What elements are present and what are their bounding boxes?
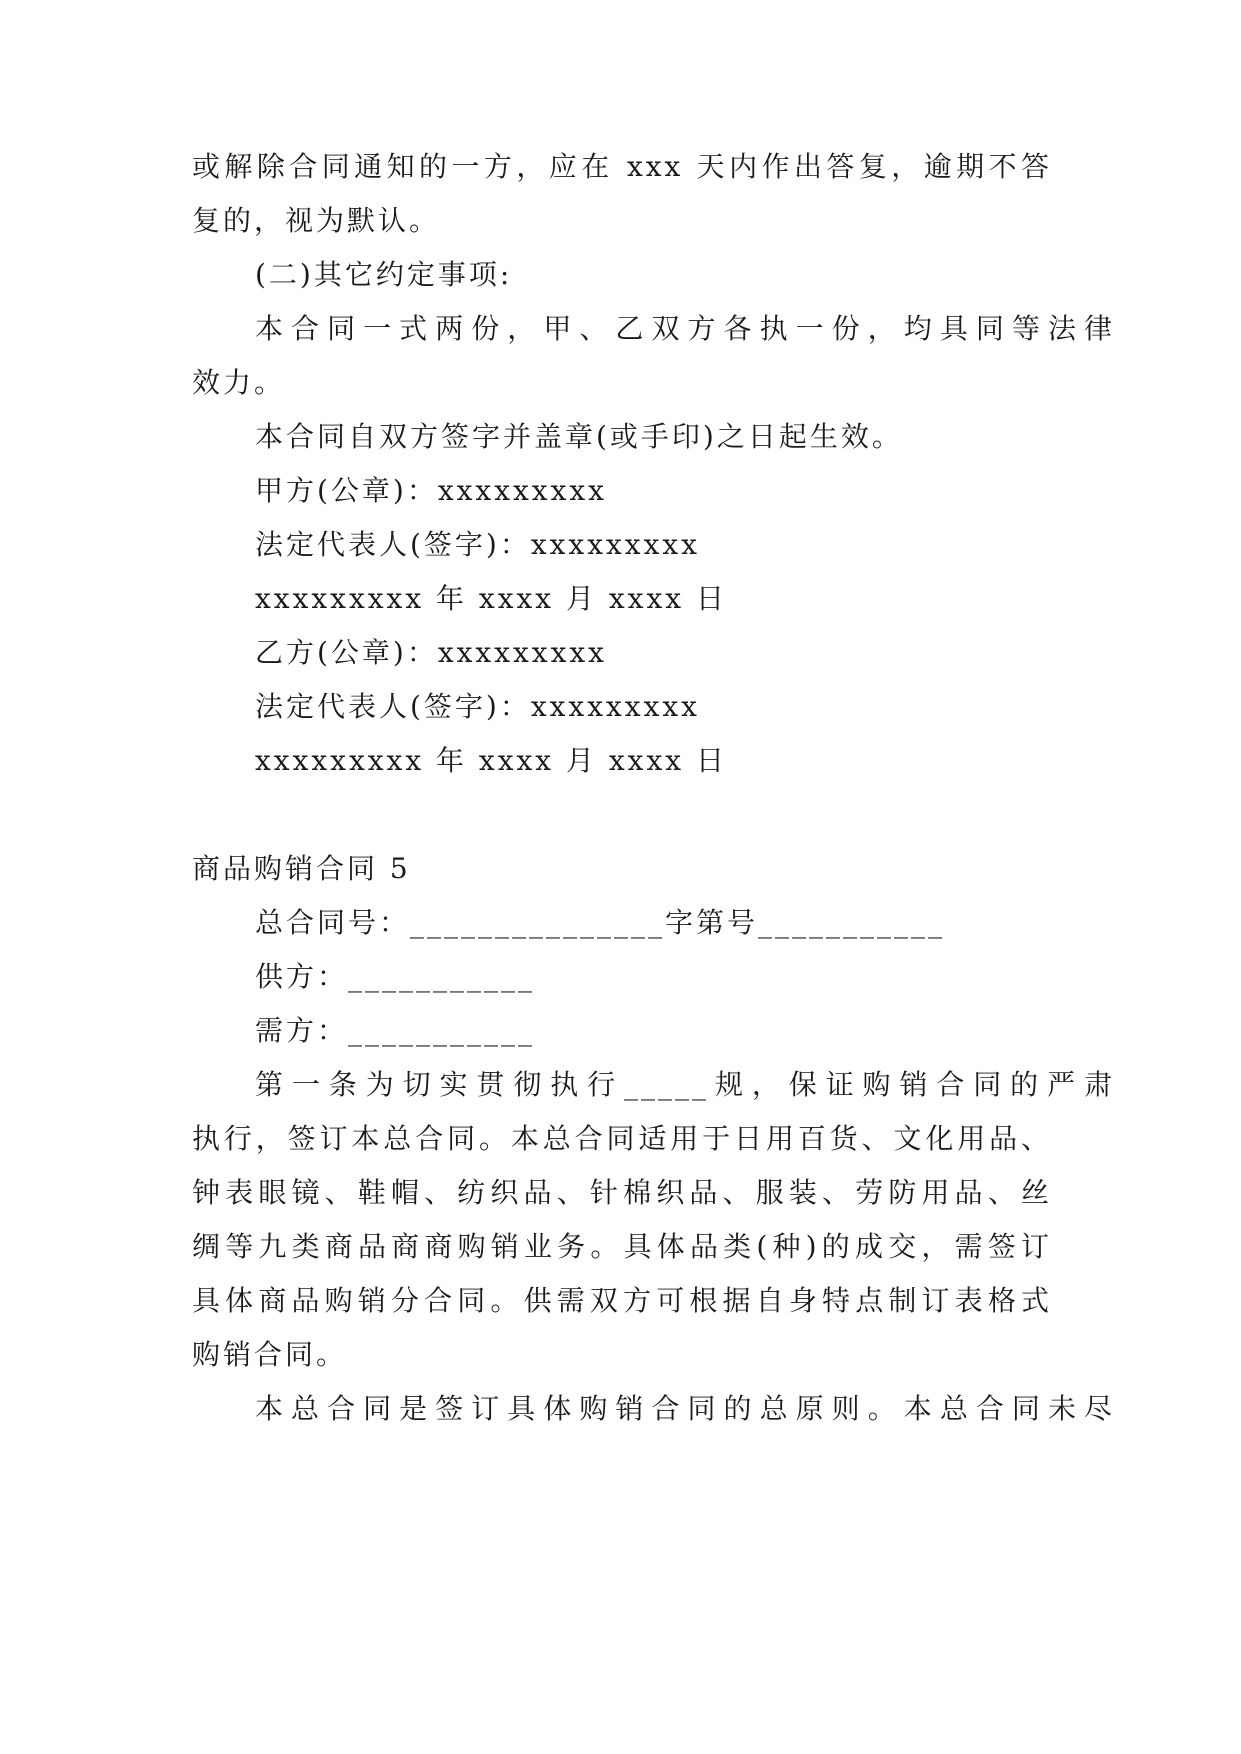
section-heading: (二)其它约定事项: <box>255 258 513 291</box>
buyer-line: 需方：___________ <box>255 1014 536 1047</box>
text-line: 绸等九类商品商商购销业务。具体品类(种)的成交，需签订 <box>192 1230 1052 1263</box>
text-line: 具体商品购销分合同。供需双方可根据自身特点制订表格式 <box>192 1284 1052 1317</box>
supplier-line: 供方：___________ <box>255 960 536 993</box>
party-a-seal: 甲方(公章)：xxxxxxxxx <box>255 474 607 507</box>
contract-number-line: 总合同号：_______________字第号___________ <box>255 906 946 939</box>
contract-title: 商品购销合同 5 <box>192 852 411 885</box>
text-line: 购销合同。 <box>192 1338 348 1371</box>
text-line: 复的，视为默认。 <box>192 204 441 237</box>
text-line: 第一条为切实贯彻执行_____规，保证购销合同的严肃 <box>255 1068 1115 1101</box>
text-line: 本合同自双方签字并盖章(或手印)之日起生效。 <box>255 420 903 453</box>
text-line: 本合同一式两份，甲、乙双方各执一份，均具同等法律 <box>255 312 1115 345</box>
document-page <box>192 0 1115 1754</box>
party-b-seal: 乙方(公章)：xxxxxxxxx <box>255 636 607 669</box>
text-line: 效力。 <box>192 366 286 399</box>
text-line: 执行，签订本总合同。本总合同适用于日用百货、文化用品、 <box>192 1122 1052 1155</box>
party-b-date: xxxxxxxxx 年 xxxx 月 xxxx 日 <box>255 744 727 777</box>
party-b-representative: 法定代表人(签字)：xxxxxxxxx <box>255 690 700 723</box>
text-line: 或解除合同通知的一方，应在 xxx 天内作出答复，逾期不答 <box>192 150 1052 183</box>
text-line: 钟表眼镜、鞋帽、纺织品、针棉织品、服装、劳防用品、丝 <box>192 1176 1052 1209</box>
party-a-representative: 法定代表人(签字)：xxxxxxxxx <box>255 528 700 561</box>
text-line: 本总合同是签订具体购销合同的总原则。本总合同未尽 <box>255 1392 1115 1425</box>
party-a-date: xxxxxxxxx 年 xxxx 月 xxxx 日 <box>255 582 727 615</box>
